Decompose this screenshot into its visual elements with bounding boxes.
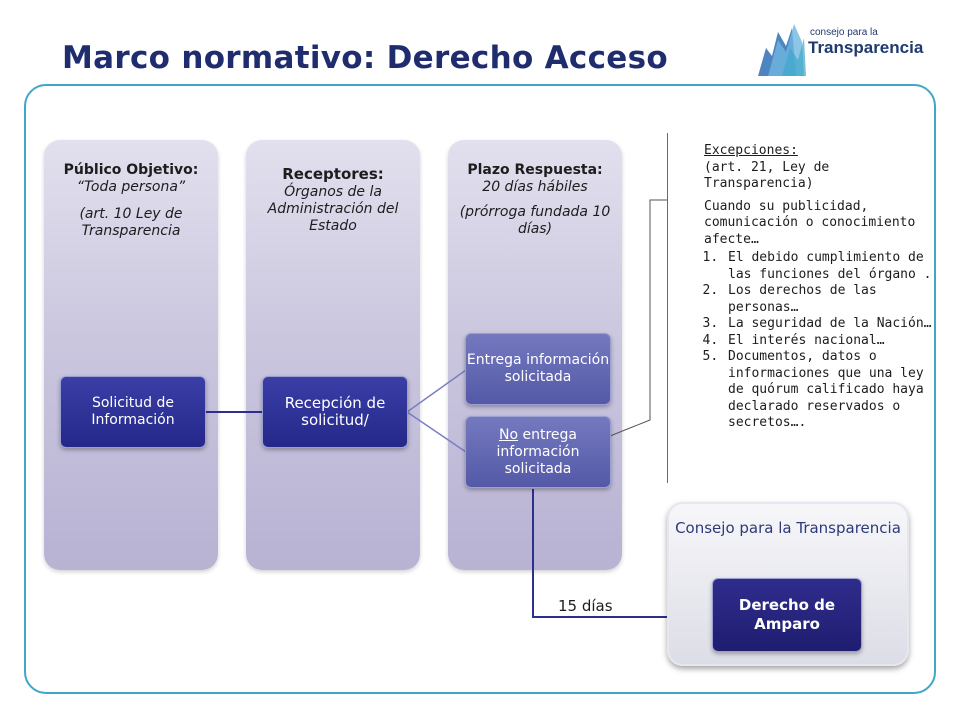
solicitud-box xyxy=(60,376,206,448)
list-item: 5. Documentos, datos o informaciones que una ley de quórum calificado haya declarado reservados o secretos…. xyxy=(726,349,934,432)
list-item: 2. Los derechos de las personas… xyxy=(726,283,934,316)
no-entrega-rest: entrega información solicitada xyxy=(496,426,580,477)
column-line2: (prórroga fundada 10 días) xyxy=(459,204,611,237)
no-entrega-prefix: No xyxy=(499,426,519,443)
logo-text-top: consejo para la xyxy=(810,27,878,38)
solicitud-label: Solicitud de Información xyxy=(91,395,175,428)
excepciones-block xyxy=(704,143,934,432)
list-item: 1. El debido cumplimiento de las funciones del órgano . xyxy=(726,250,934,283)
column-line1: 20 días hábiles xyxy=(482,179,588,195)
connector-to-excepciones xyxy=(610,200,668,436)
slide-title: Marco normativo: Derecho Acceso xyxy=(62,40,668,76)
column-line1: “Toda persona” xyxy=(76,179,186,195)
list-item: 4. El interés nacional… xyxy=(726,333,934,350)
list-item: 3. La seguridad de la Nación… xyxy=(726,316,934,333)
connector-to-no-entrega xyxy=(407,412,466,452)
consejo-title: Consejo para la Transparencia xyxy=(675,519,901,537)
excepciones-list xyxy=(704,250,934,432)
recepcion-label: Recepción de solicitud/ xyxy=(284,394,386,429)
excepciones-divider xyxy=(667,133,668,483)
excepciones-heading: Excepciones: xyxy=(704,143,798,158)
amparo-box xyxy=(712,578,862,652)
excepciones-ref: (art. 21, Ley de Transparencia) xyxy=(704,159,830,191)
excepciones-intro: Cuando su publicidad, comunicación o conocimiento afecte… xyxy=(704,198,916,247)
entrega-box xyxy=(465,333,611,405)
plazo-dias-label: 15 días xyxy=(558,597,613,615)
column-heading: Público Objetivo: xyxy=(63,162,199,178)
column-heading: Plazo Respuesta: xyxy=(467,162,603,178)
amparo-label: Derecho de Amparo xyxy=(738,596,836,633)
column-heading: Receptores: xyxy=(282,165,384,183)
logo-text-main: Transparencia xyxy=(808,38,924,57)
column-line2: (art. 10 Ley de Transparencia xyxy=(79,206,183,239)
no-entrega-label xyxy=(466,427,610,478)
recepcion-box xyxy=(262,376,408,448)
entrega-label: Entrega información solicitada xyxy=(466,352,610,385)
column-line1: Órganos de la Administración del Estado xyxy=(267,184,399,234)
connector-to-entrega xyxy=(407,370,466,412)
no-entrega-box xyxy=(465,416,611,488)
